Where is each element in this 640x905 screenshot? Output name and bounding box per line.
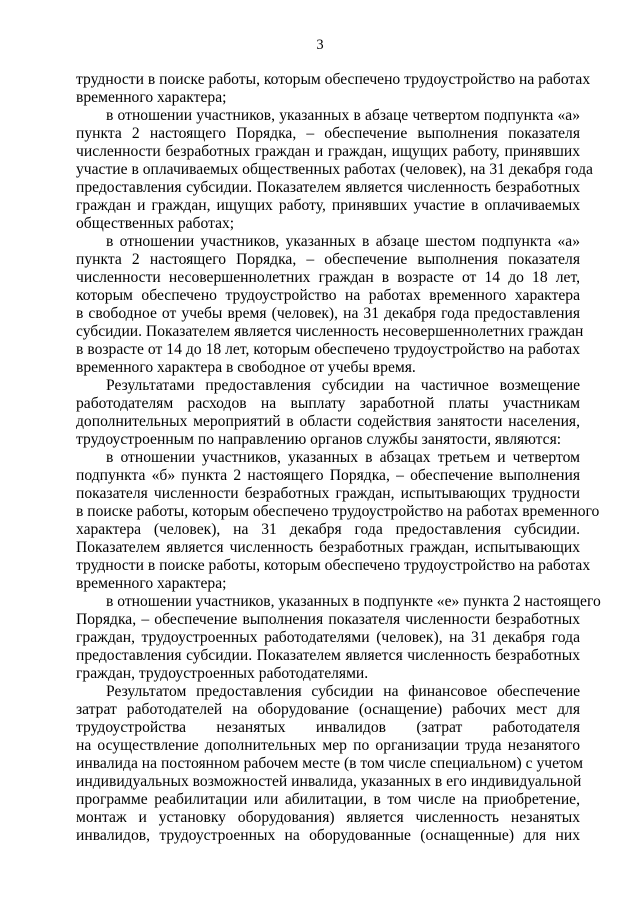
text-line: показателя численности безработных граждан, испытывающих трудности [76, 485, 580, 502]
text-line: граждан и граждан, ищущих работу, принявших участие в оплачиваемых [76, 197, 580, 214]
text-line: трудоустроенным по направлению органов службы занятости, являются: [76, 431, 562, 448]
text-line: монтаж и установку оборудования) является численность незанятых [76, 809, 580, 826]
text-line: дополнительных мероприятий в области содействия занятости населения, [76, 413, 580, 430]
text-line: Порядка, – обеспечение выполнения показателя численности безработных [76, 611, 580, 628]
text-line: индивидуальных возможностей инвалида, указанных в его индивидуальной [76, 773, 582, 790]
document-body [76, 71, 601, 845]
text-line: затрат работодателей на оборудование (оснащение) рабочих мест для [76, 701, 580, 718]
text-line: временного характера; [76, 89, 227, 106]
text-line: характера (человек), на 31 декабря года предоставления субсидии. [76, 521, 580, 538]
text-line: в возрасте от 14 до 18 лет, которым обеспечено трудоустройство на работах [76, 341, 580, 358]
text-line: предоставления субсидии. Показателем является численность безработных [76, 179, 580, 196]
page-number: 3 [316, 37, 324, 53]
text-line: предоставления субсидии. Показателем является численность безработных [76, 647, 580, 664]
text-line: Результатом предоставления субсидии на финансовое обеспечение [106, 683, 580, 700]
text-line: трудоустройства незанятых инвалидов (затрат работодателя [76, 719, 580, 736]
text-line: на осуществление дополнительных мер по организации труда незанятого [76, 737, 580, 754]
text-line: временного характера в свободное от учебы время. [76, 359, 416, 376]
text-line: трудности в поиске работы, которым обеспечено трудоустройство на работах [76, 71, 591, 88]
text-line: численности безработных граждан и граждан, ищущих работу, принявших [76, 143, 580, 160]
text-line: инвалидов, трудоустроенных на оборудованные (оснащенные) для них [76, 827, 580, 844]
text-line: в отношении участников, указанных в абзаце шестом подпункта «а» [106, 233, 580, 250]
text-line: Показателем является численность безработных граждан, испытывающих [76, 539, 580, 556]
text-line: граждан, трудоустроенных работодателями. [76, 665, 369, 682]
text-line: которым обеспечено трудоустройство на работах временного характера [76, 287, 580, 304]
text-line: в отношении участников, указанных в абзацах третьем и четвертом [106, 449, 580, 466]
text-line: подпункта «б» пункта 2 настоящего Порядка, – обеспечение выполнения [76, 467, 580, 484]
text-line: численности несовершеннолетних граждан в возрасте от 14 до 18 лет, [76, 269, 580, 286]
text-line: в поиске работы, которым обеспечено трудоустройство на работах временного [76, 503, 600, 520]
text-line: субсидии. Показателем является численность несовершеннолетних граждан [76, 323, 584, 340]
text-line: участие в оплачиваемых общественных работах (человек), на 31 декабря года [76, 161, 593, 178]
text-line: программе реабилитации или абилитации, в том числе на приобретение, [76, 791, 580, 808]
text-line: в отношении участников, указанных в абзаце четвертом подпункта «а» [106, 107, 580, 124]
text-line: работодателям расходов на выплату заработной платы участникам [76, 395, 580, 412]
text-line: пункта 2 настоящего Порядка, – обеспечение выполнения показателя [76, 251, 580, 268]
text-line: инвалида на постоянном рабочем месте (в том числе специальном) с учетом [76, 755, 583, 772]
text-line: в свободное от учебы время (человек), на 31 декабря года предоставления [76, 305, 580, 322]
text-line: пункта 2 настоящего Порядка, – обеспечение выполнения показателя [76, 125, 580, 142]
text-line: временного характера; [76, 575, 227, 592]
text-line: в отношении участников, указанных в подпункте «е» пункта 2 настоящего [106, 593, 601, 610]
text-line: общественных работах; [76, 215, 235, 232]
text-line: трудности в поиске работы, которым обеспечено трудоустройство на работах [76, 557, 591, 574]
text-line: граждан, трудоустроенных работодателями (человек), на 31 декабря года [76, 629, 580, 646]
text-line: Результатами предоставления субсидии на частичное возмещение [106, 377, 580, 394]
